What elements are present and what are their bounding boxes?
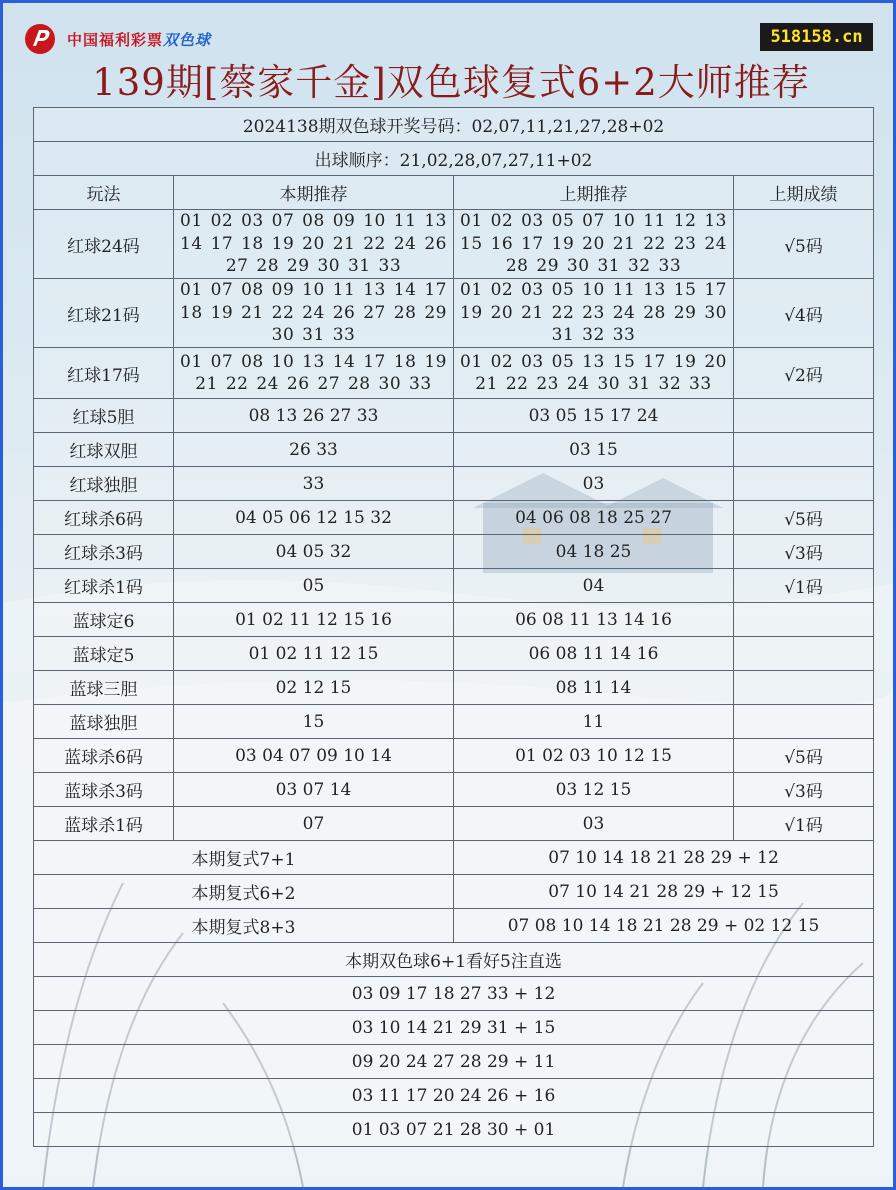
logo-ssq-text: 双色球 (163, 30, 212, 49)
table-row (34, 210, 874, 279)
current-recommendation: 15 (174, 705, 454, 739)
previous-recommendation: 08 11 14 (454, 671, 734, 705)
logo-text: 中国福利彩票双色球 (67, 30, 212, 49)
play-name: 蓝球杀1码 (34, 807, 174, 841)
table-header-row (34, 176, 874, 210)
previous-recommendation: 01 02 03 10 12 15 (454, 739, 734, 773)
table-row (34, 348, 874, 399)
play-name: 红球17码 (34, 348, 174, 399)
previous-result (734, 705, 874, 739)
pick-numbers: 03 11 17 20 24 26 + 16 (34, 1079, 874, 1113)
previous-recommendation: 06 08 11 14 16 (454, 637, 734, 671)
current-recommendation: 03 07 14 (174, 773, 454, 807)
previous-result: √5码 (734, 739, 874, 773)
previous-result: √2码 (734, 348, 874, 399)
table-row (34, 399, 874, 433)
col-header-previous: 上期推荐 (454, 176, 734, 210)
col-header-result: 上期成绩 (734, 176, 874, 210)
table-row (34, 433, 874, 467)
current-recommendation: 33 (174, 467, 454, 501)
previous-result: √3码 (734, 773, 874, 807)
pick-numbers: 03 10 14 21 29 31 + 15 (34, 1011, 874, 1045)
current-recommendation: 05 (174, 569, 454, 603)
previous-result: √1码 (734, 807, 874, 841)
current-recommendation: 03 04 07 09 10 14 (174, 739, 454, 773)
table-row (34, 637, 874, 671)
previous-result (734, 433, 874, 467)
current-recommendation: 01 02 03 07 08 09 10 11 13 14 17 18 19 20 21 22 24 26 27 28 29 30 31 33 (174, 210, 454, 279)
play-name: 蓝球杀6码 (34, 739, 174, 773)
previous-recommendation: 04 06 08 18 25 27 (454, 501, 734, 535)
fushi-row (34, 875, 874, 909)
pick-numbers: 01 03 07 21 28 30 + 01 (34, 1113, 874, 1147)
previous-recommendation: 04 18 25 (454, 535, 734, 569)
table-row (34, 535, 874, 569)
picks-header: 本期双色球6+1看好5注直选 (34, 943, 874, 977)
previous-result (734, 671, 874, 705)
play-name: 蓝球三胆 (34, 671, 174, 705)
current-recommendation: 02 12 15 (174, 671, 454, 705)
current-recommendation: 01 07 08 10 13 14 17 18 19 21 22 24 26 27 28 30 33 (174, 348, 454, 399)
previous-result: √4码 (734, 279, 874, 348)
play-name: 红球杀6码 (34, 501, 174, 535)
current-recommendation: 01 02 11 12 15 16 (174, 603, 454, 637)
draw-order-text: 出球顺序：21,02,28,07,27,11+02 (34, 142, 874, 176)
previous-recommendation: 04 (454, 569, 734, 603)
previous-recommendation: 11 (454, 705, 734, 739)
pick-numbers: 03 09 17 18 27 33 + 12 (34, 977, 874, 1011)
pick-row (34, 1045, 874, 1079)
pick-numbers: 09 20 24 27 28 29 + 11 (34, 1045, 874, 1079)
table-row (34, 279, 874, 348)
table-row (34, 807, 874, 841)
pick-row (34, 1011, 874, 1045)
site-badge: 518158.cn (760, 23, 873, 51)
pick-row (34, 1113, 874, 1147)
fushi-label: 本期复式6+2 (34, 875, 454, 909)
current-recommendation: 04 05 06 12 15 32 (174, 501, 454, 535)
play-name: 红球杀1码 (34, 569, 174, 603)
previous-recommendation: 03 05 15 17 24 (454, 399, 734, 433)
play-name: 蓝球杀3码 (34, 773, 174, 807)
play-name: 红球独胆 (34, 467, 174, 501)
lottery-logo (23, 21, 211, 57)
table-row (34, 705, 874, 739)
play-name: 蓝球定5 (34, 637, 174, 671)
draw-numbers-row (34, 108, 874, 142)
fushi-numbers: 07 10 14 21 28 29 + 12 15 (454, 875, 874, 909)
previous-result: √3码 (734, 535, 874, 569)
play-name: 红球21码 (34, 279, 174, 348)
table-row (34, 467, 874, 501)
previous-recommendation: 06 08 11 13 14 16 (454, 603, 734, 637)
current-recommendation: 04 05 32 (174, 535, 454, 569)
previous-recommendation: 03 15 (454, 433, 734, 467)
table-row (34, 739, 874, 773)
previous-result (734, 399, 874, 433)
previous-recommendation: 01 02 03 05 13 15 17 19 20 21 22 23 24 30 31 32 33 (454, 348, 734, 399)
play-name: 红球5胆 (34, 399, 174, 433)
previous-recommendation: 01 02 03 05 10 11 13 15 17 19 20 21 22 23 24 28 29 30 31 32 33 (454, 279, 734, 348)
previous-result (734, 603, 874, 637)
fushi-row (34, 909, 874, 943)
previous-recommendation: 03 (454, 807, 734, 841)
play-name: 蓝球独胆 (34, 705, 174, 739)
previous-recommendation: 03 (454, 467, 734, 501)
table-row (34, 773, 874, 807)
pick-row (34, 977, 874, 1011)
current-recommendation: 26 33 (174, 433, 454, 467)
previous-recommendation: 01 02 03 05 07 10 11 12 13 15 16 17 19 20 21 22 23 24 28 29 30 31 32 33 (454, 210, 734, 279)
recommendation-table (33, 107, 874, 1147)
table-row (34, 569, 874, 603)
welfare-lottery-icon (23, 22, 61, 56)
current-recommendation: 01 02 11 12 15 (174, 637, 454, 671)
col-header-current: 本期推荐 (174, 176, 454, 210)
table-row (34, 603, 874, 637)
table-row (34, 501, 874, 535)
previous-result (734, 467, 874, 501)
table-row (34, 671, 874, 705)
play-name: 红球杀3码 (34, 535, 174, 569)
fushi-label: 本期复式7+1 (34, 841, 454, 875)
previous-recommendation: 03 12 15 (454, 773, 734, 807)
current-recommendation: 01 07 08 09 10 11 13 14 17 18 19 21 22 24 26 27 28 29 30 31 33 (174, 279, 454, 348)
pick-row (34, 1079, 874, 1113)
play-name: 红球双胆 (34, 433, 174, 467)
picks-header-row (34, 943, 874, 977)
play-name: 红球24码 (34, 210, 174, 279)
previous-result: √5码 (734, 501, 874, 535)
fushi-numbers: 07 10 14 18 21 28 29 + 12 (454, 841, 874, 875)
previous-result: √1码 (734, 569, 874, 603)
draw-order-row (34, 142, 874, 176)
page-title: 139期[蔡家千金]双色球复式6+2大师推荐 (92, 61, 810, 104)
play-name: 蓝球定6 (34, 603, 174, 637)
previous-result (734, 637, 874, 671)
fushi-row (34, 841, 874, 875)
current-recommendation: 07 (174, 807, 454, 841)
fushi-label: 本期复式8+3 (34, 909, 454, 943)
col-header-play: 玩法 (34, 176, 174, 210)
current-recommendation: 08 13 26 27 33 (174, 399, 454, 433)
draw-numbers-text: 2024138期双色球开奖号码：02,07,11,21,27,28+02 (34, 108, 874, 142)
fushi-numbers: 07 08 10 14 18 21 28 29 + 02 12 15 (454, 909, 874, 943)
previous-result: √5码 (734, 210, 874, 279)
